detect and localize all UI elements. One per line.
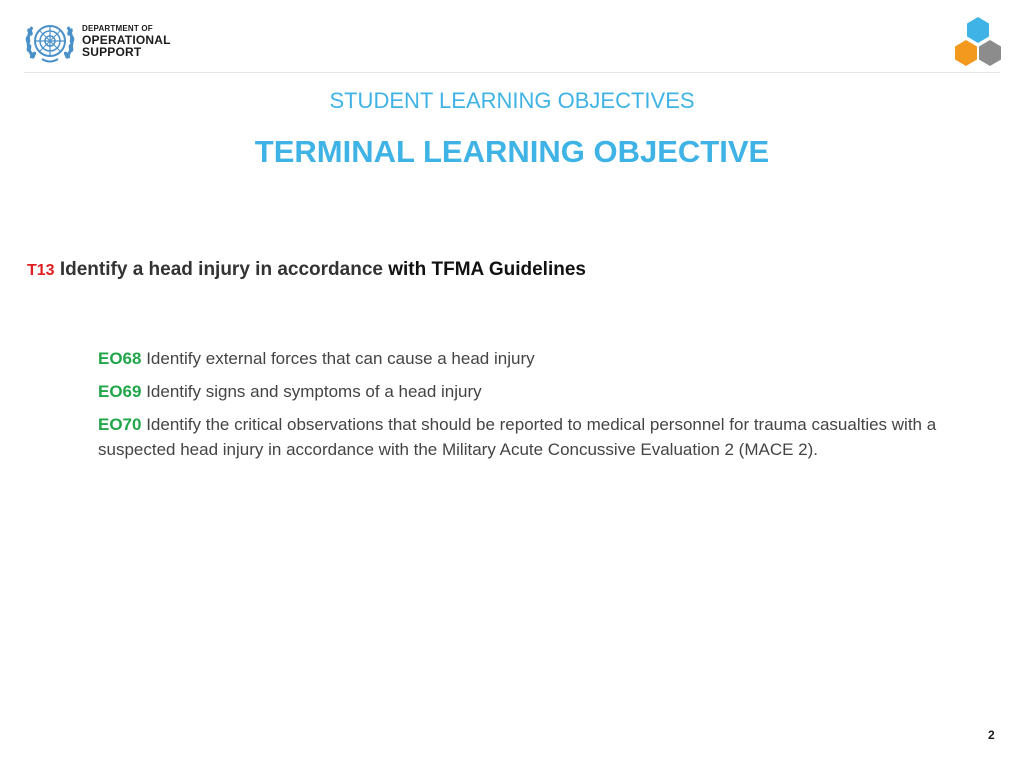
un-emblem-icon	[24, 18, 76, 66]
department-logo	[24, 18, 171, 66]
eo-text: Identify signs and symptoms of a head injury	[141, 382, 482, 401]
eo-code: EO70	[98, 415, 142, 434]
tlo-text-part-1: Identify a head injury in accordance	[54, 259, 389, 280]
dept-line-1: DEPARTMENT OF	[82, 24, 153, 34]
eo-text: Identify the critical observations that should be reported to medical personnel for trauma casualties with a suspected head injury in accordance with the Military Acute Concussive Evaluation 2 (MACE 2).	[98, 415, 937, 459]
slide-title: TERMINAL LEARNING OBJECTIVE	[254, 134, 770, 169]
page-number: 2	[988, 728, 995, 742]
enabling-objective	[98, 346, 978, 371]
enabling-objectives-list	[98, 346, 978, 470]
eo-code: EO68	[98, 349, 142, 368]
slide-subtitle: STUDENT LEARNING OBJECTIVES	[329, 88, 695, 113]
header-divider	[24, 72, 1000, 73]
header	[0, 0, 1024, 72]
dept-line-3: SUPPORT	[82, 45, 142, 60]
enabling-objective	[98, 379, 978, 404]
enabling-objective	[98, 412, 978, 462]
dept-line-2: OPERATIONAL	[82, 32, 171, 47]
tlo-code: T13	[27, 262, 55, 279]
terminal-learning-objective	[27, 259, 586, 281]
eo-code: EO69	[98, 382, 142, 401]
department-name	[82, 25, 171, 59]
eo-text: Identify external forces that can cause a head injury	[141, 349, 535, 368]
hexagon-cluster-icon	[950, 16, 1006, 66]
tlo-text-part-2: with TFMA Guidelines	[388, 259, 586, 280]
